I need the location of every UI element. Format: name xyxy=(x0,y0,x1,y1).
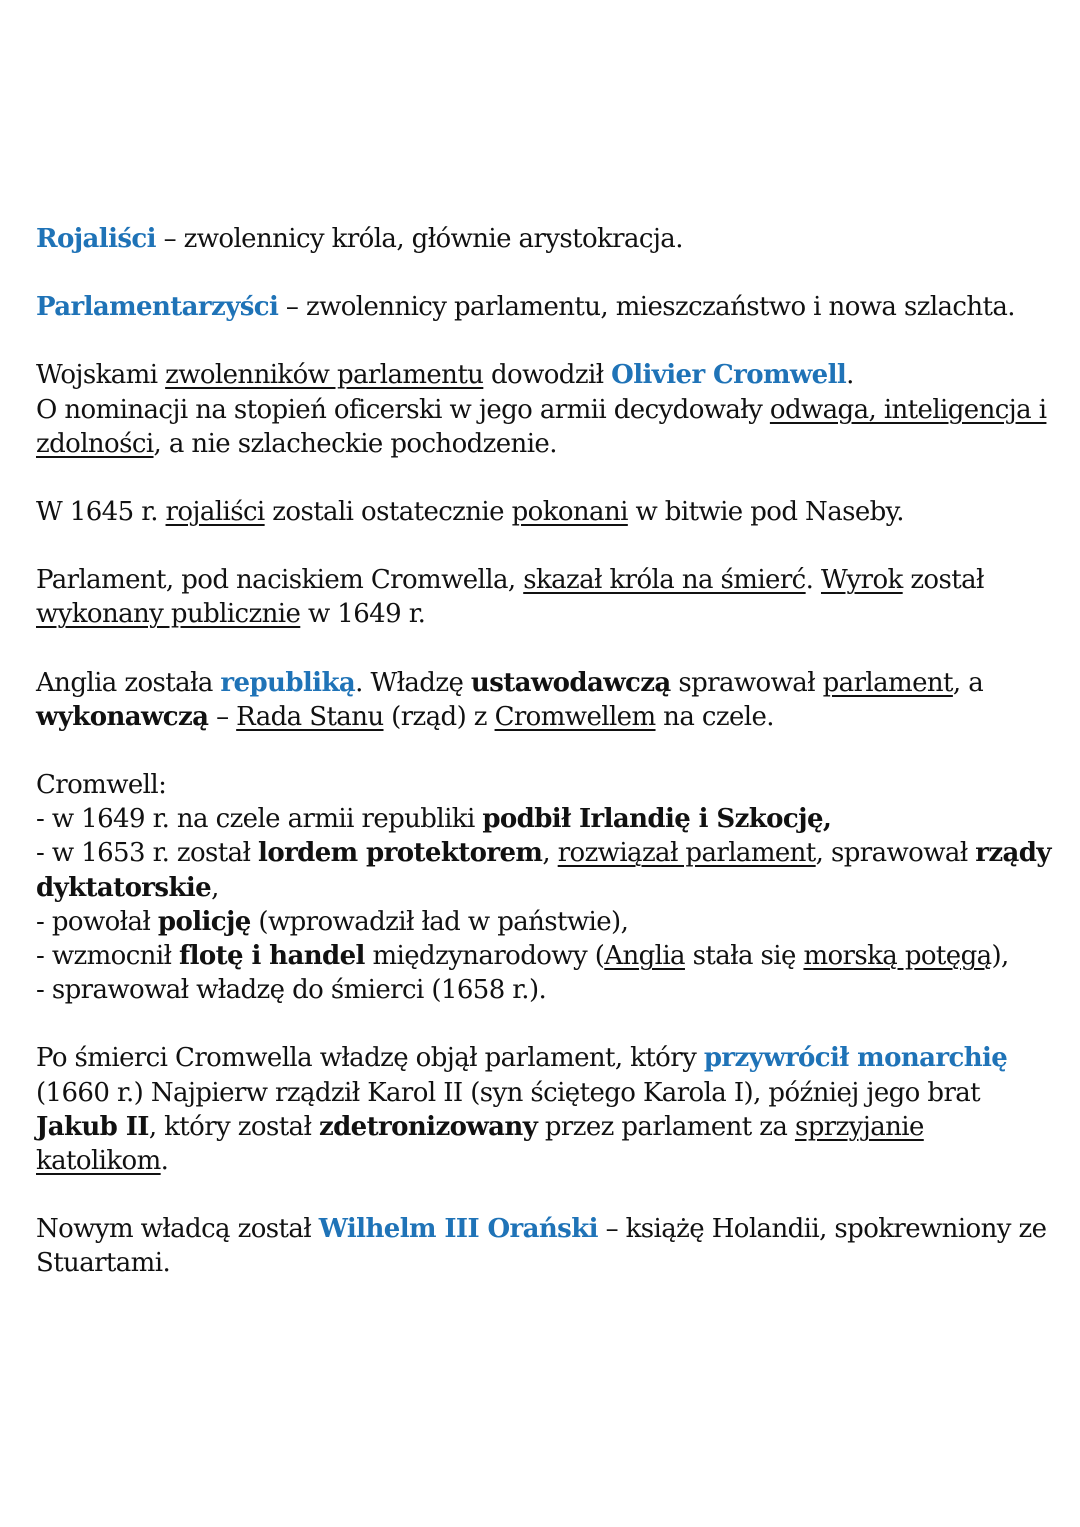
list-heading: Cromwell: xyxy=(36,770,167,801)
text: Nowym władcą został xyxy=(36,1214,319,1245)
term-rojalisci: Rojaliści xyxy=(36,224,156,254)
text: . xyxy=(846,360,854,391)
term-wilhelm-iii-oranski: Wilhelm III Orański xyxy=(318,1214,598,1245)
list-item xyxy=(36,939,1056,973)
text: . xyxy=(805,565,821,596)
text: – xyxy=(208,701,237,732)
text: w 1649 r. xyxy=(300,599,426,630)
text: zostali ostatecznie xyxy=(264,497,512,528)
paragraph-rojalisci xyxy=(36,222,1056,256)
text: - powołał xyxy=(36,906,158,937)
paragraph-republic xyxy=(36,666,1056,734)
text: na czele. xyxy=(655,701,774,732)
bold-phrase: ustawodawczą xyxy=(470,667,671,698)
text: został xyxy=(902,565,984,596)
text: , sprawował xyxy=(815,838,976,869)
paragraph-execution xyxy=(36,563,1056,631)
paragraph-wilhelm xyxy=(36,1212,1056,1280)
list-item xyxy=(36,905,1056,939)
underlined-phrase: rozwiązał parlament xyxy=(557,838,816,869)
bold-phrase: podbił Irlandię i Szkocję, xyxy=(482,804,832,835)
underlined-phrase: Cromwellem xyxy=(494,701,656,732)
term-olivier-cromwell: Olivier Cromwell xyxy=(611,360,847,391)
text: Parlament, pod naciskiem Cromwella, xyxy=(36,565,524,596)
bold-phrase: wykonawczą xyxy=(36,701,209,732)
bold-phrase: Jakub II xyxy=(36,1111,149,1142)
bold-phrase: policję xyxy=(157,906,251,937)
underlined-phrase: skazał króla na śmierć xyxy=(523,565,806,596)
definition-text: – zwolennicy króla, głównie arystokracja. xyxy=(155,224,683,254)
list-item xyxy=(36,802,1056,836)
underlined-phrase: morską potęgą xyxy=(803,941,992,972)
underlined-phrase: pokonani xyxy=(511,497,628,528)
underlined-phrase: sprzyjanie katolikom xyxy=(36,1111,924,1177)
text: , który został xyxy=(148,1111,319,1142)
term-parlamentarzysci: Parlamentarzyści xyxy=(36,292,279,323)
definition-text: – zwolennicy parlamentu, mieszczaństwo i nowa szlachta. xyxy=(278,292,1015,323)
text: Po śmierci Cromwella władzę objął parlament, który xyxy=(36,1043,704,1074)
text: - w 1653 r. został xyxy=(36,838,259,869)
text: O nominacji na stopień oficerski w jego armii decydowały xyxy=(36,394,770,425)
text: stała się xyxy=(684,941,804,972)
text: – książę Holandii, spokrewniony ze Stuartami. xyxy=(36,1214,1047,1279)
paragraph-naseby xyxy=(36,495,1056,529)
text: międzynarodowy ( xyxy=(364,941,605,972)
text: . xyxy=(160,1146,169,1177)
paragraph-parlamentarzysci xyxy=(36,290,1056,324)
cromwell-list xyxy=(36,768,1056,1007)
underlined-phrase: zwolenników parlamentu xyxy=(165,360,484,391)
text: - sprawował władzę do śmierci (1658 r.). xyxy=(36,975,547,1006)
document-page xyxy=(36,222,1056,1315)
text: dowodził xyxy=(483,360,612,391)
text: (rząd) z xyxy=(383,701,495,732)
bold-phrase: lordem protektorem xyxy=(258,838,543,869)
paragraph-restoration xyxy=(36,1041,1056,1178)
text: Anglia została xyxy=(36,667,221,698)
underlined-phrase: Anglia xyxy=(604,941,685,972)
text: , a xyxy=(952,667,984,698)
text: W 1645 r. xyxy=(36,497,166,528)
term-przywrocil-monarchie: przywrócił monarchię xyxy=(703,1043,1008,1074)
underlined-phrase: odwaga, inteligencja i zdolności xyxy=(36,394,1047,459)
text: sprawował xyxy=(670,667,823,698)
list-item xyxy=(36,973,1056,1007)
text: w bitwie pod Naseby. xyxy=(627,497,904,528)
paragraph-cromwell-army xyxy=(36,358,1056,461)
text: (wprowadził ład w państwie), xyxy=(250,906,629,937)
underlined-phrase: parlament xyxy=(822,667,953,698)
underlined-phrase: rojaliści xyxy=(165,497,265,528)
text: , a nie szlacheckie pochodzenie. xyxy=(153,428,557,459)
bold-phrase: zdetronizowany xyxy=(318,1111,538,1142)
text: . Władzę xyxy=(355,667,471,698)
underlined-phrase: Rada Stanu xyxy=(236,701,384,732)
term-republika: republiką xyxy=(220,667,356,698)
underlined-phrase: Wyrok xyxy=(820,565,903,596)
text: przez parlament za xyxy=(537,1111,795,1142)
bold-phrase: flotę i handel xyxy=(179,941,365,972)
text: , xyxy=(211,872,219,903)
text: - w 1649 r. na czele armii republiki xyxy=(36,804,483,835)
underlined-phrase: wykonany publicznie xyxy=(36,599,301,630)
text: (1660 r.) Najpierw rządził Karol II (syn ściętego Karola I), później jego brat xyxy=(36,1077,981,1108)
bold-phrase: rządy dyktatorskie xyxy=(36,838,1051,903)
text: - wzmocnił xyxy=(36,941,180,972)
list-item xyxy=(36,836,1056,904)
text: , xyxy=(542,838,558,869)
text: ), xyxy=(991,941,1009,972)
text: Wojskami xyxy=(36,360,166,391)
